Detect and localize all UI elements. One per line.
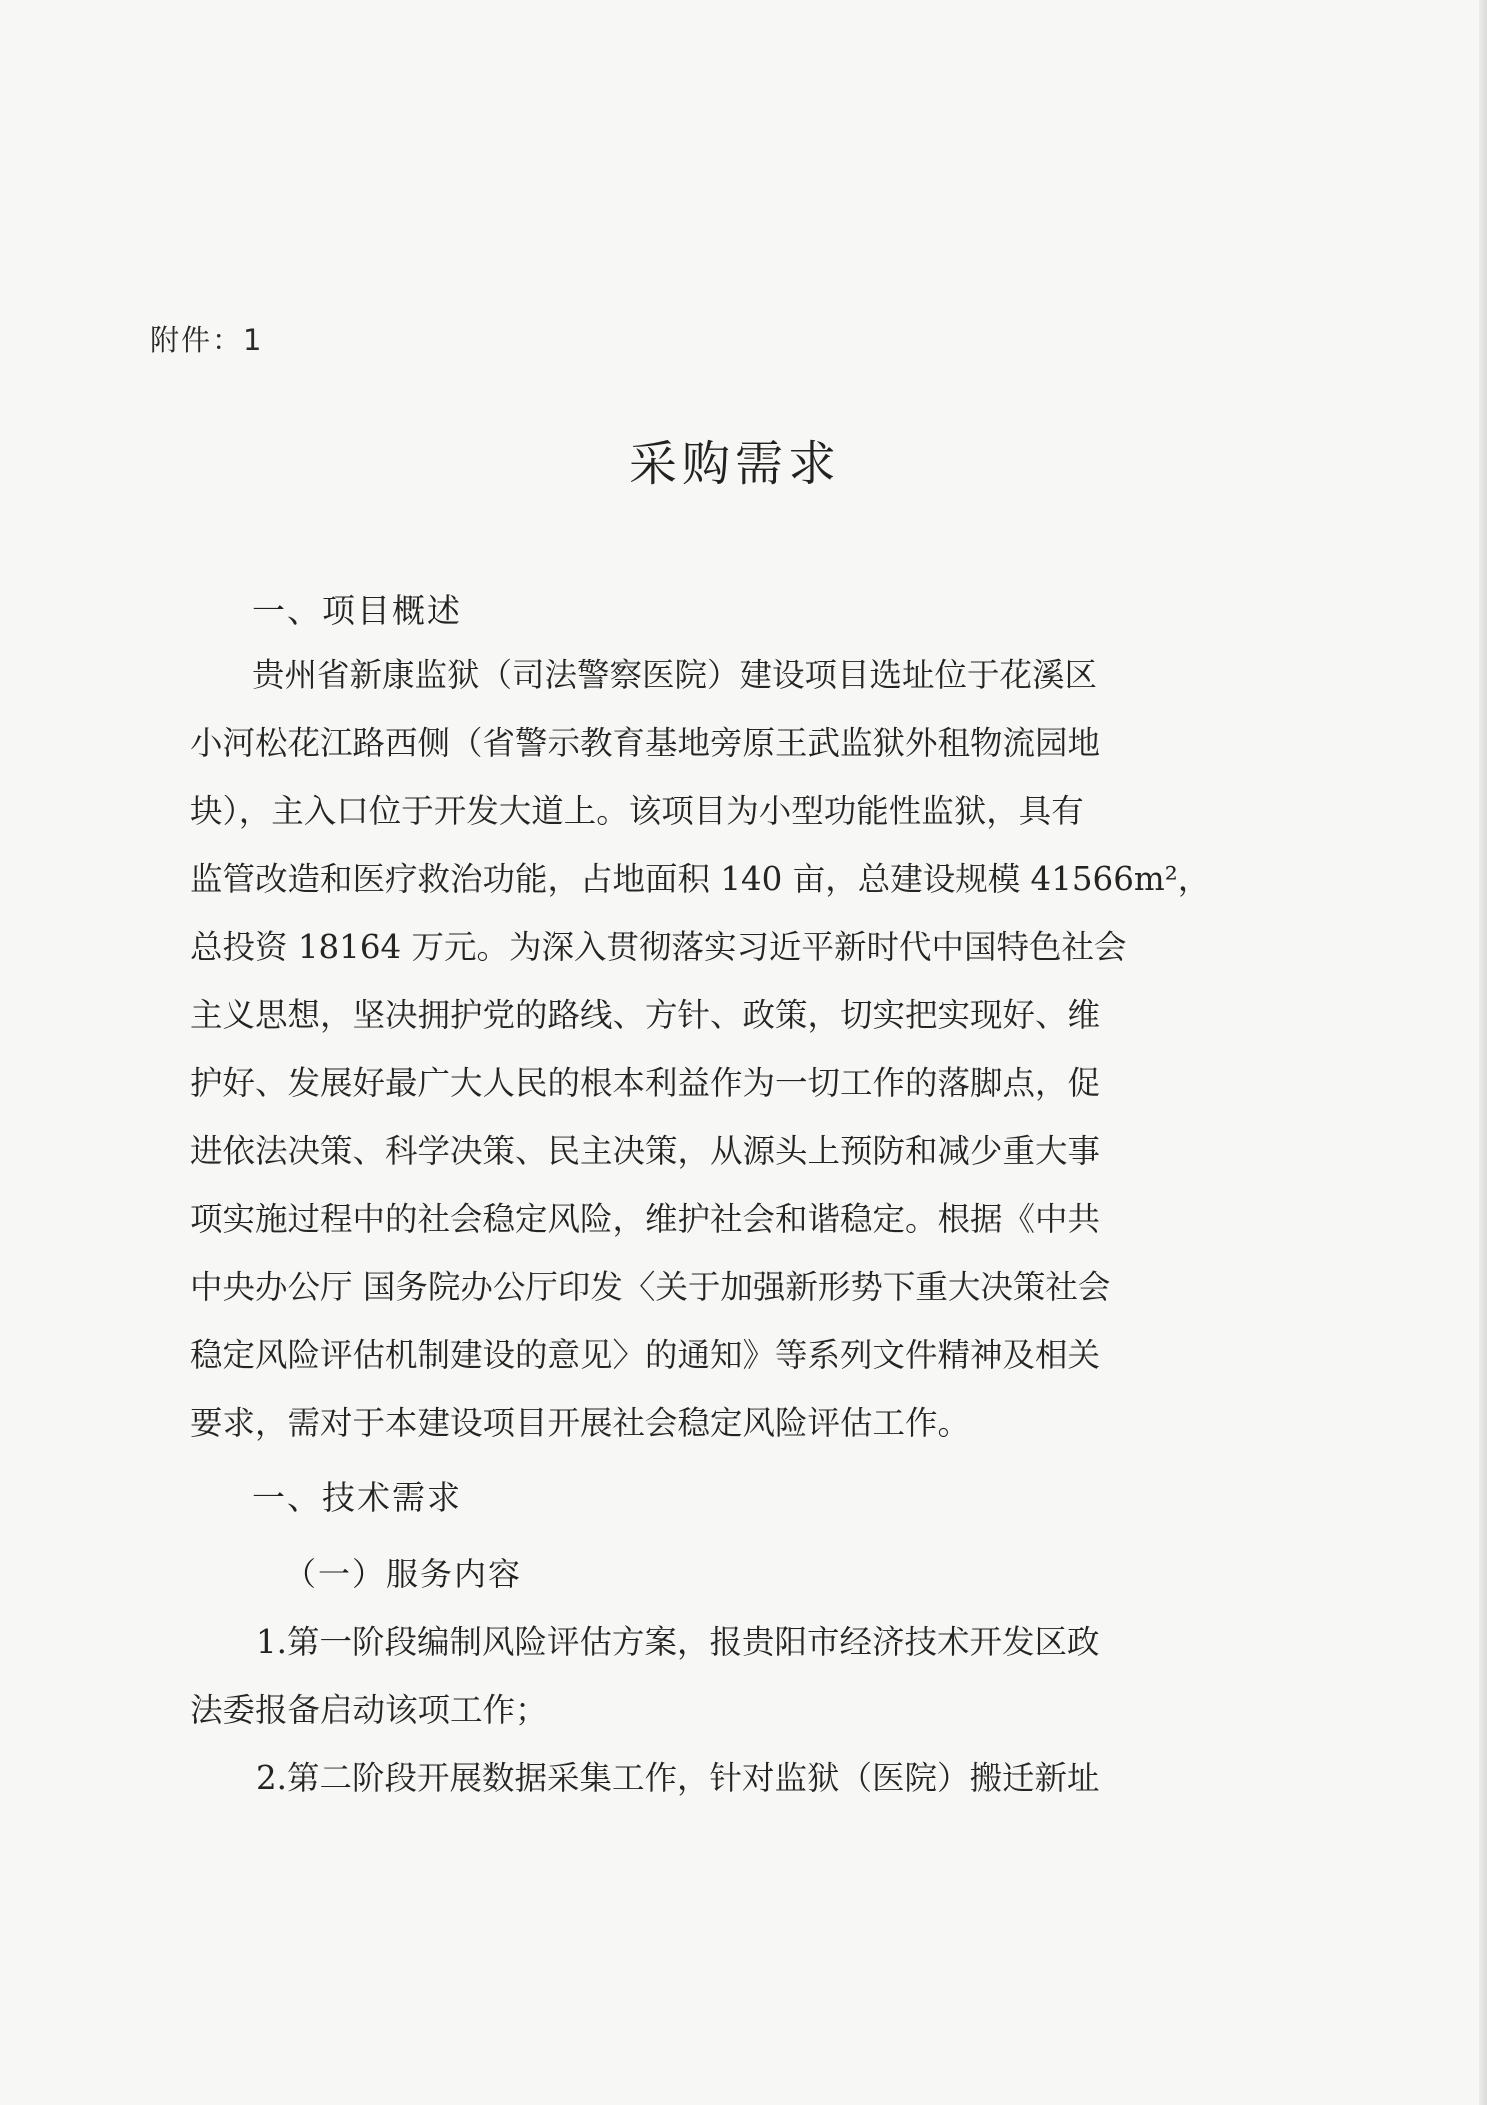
- paragraph-line: 总投资 18164 万元。为深入贯彻落实习近平新时代中国特色社会: [190, 928, 1127, 966]
- paragraph-line: 主义思想，坚决拥护党的路线、方针、政策，切实把实现好、维: [190, 996, 1101, 1034]
- section-heading-overview: 一、项目概述: [252, 591, 462, 630]
- attachment-label: 附件：1: [150, 323, 264, 357]
- paragraph-line: 项实施过程中的社会稳定风险，维护社会和谐稳定。根据《中共: [190, 1200, 1101, 1238]
- paragraph-line: 中央办公厅 国务院办公厅印发〈关于加强新形势下重大决策社会: [190, 1268, 1111, 1306]
- paragraph-line: 稳定风险评估机制建设的意见〉的通知》等系列文件精神及相关: [190, 1336, 1101, 1374]
- list-item-continuation: 法委报备启动该项工作；: [190, 1691, 548, 1729]
- paragraph-line: 要求，需对于本建设项目开展社会稳定风险评估工作。: [190, 1404, 971, 1442]
- paragraph-line: 护好、发展好最广大人民的根本利益作为一切工作的落脚点，促: [190, 1064, 1101, 1102]
- subsection-heading-service: （一）服务内容: [284, 1555, 523, 1593]
- page-title: 采购需求: [628, 436, 841, 492]
- paragraph-line: 进依法决策、科学决策、民主决策，从源头上预防和减少重大事: [190, 1132, 1101, 1170]
- paragraph-line: 贵州省新康监狱（司法警察医院）建设项目选址位于花溪区: [252, 656, 1098, 694]
- list-item: 2.第二阶段开展数据采集工作，针对监狱（医院）搬迁新址: [256, 1759, 1100, 1797]
- page-edge-shadow: [1479, 0, 1487, 2105]
- section-heading-technical: 一、技术需求: [252, 1478, 462, 1517]
- paragraph-line: 监管改造和医疗救治功能，占地面积 140 亩，总建设规模 41566m²，: [190, 860, 1211, 898]
- paragraph-line: 块），主入口位于开发大道上。该项目为小型功能性监狱，具有: [190, 792, 1084, 830]
- list-item: 1.第一阶段编制风险评估方案，报贵阳市经济技术开发区政: [256, 1623, 1100, 1661]
- paragraph-line: 小河松花江路西侧（省警示教育基地旁原王武监狱外租物流园地: [190, 724, 1101, 762]
